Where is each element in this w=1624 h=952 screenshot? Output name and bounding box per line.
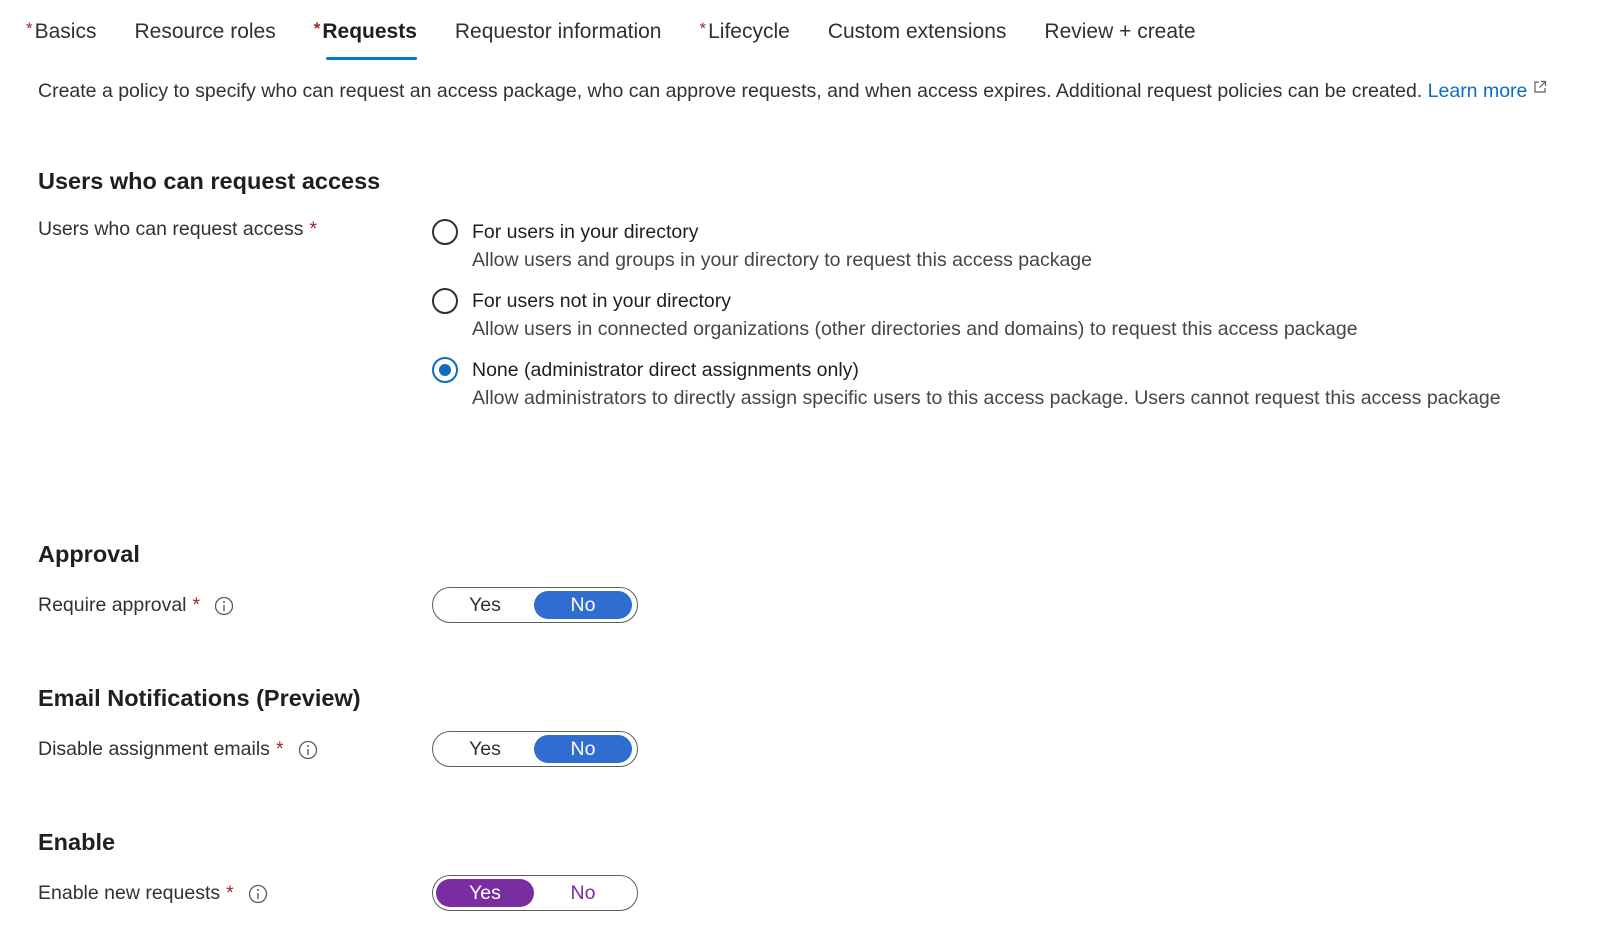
radio-description: Allow administrators to directly assign specific users to this access package. Users cannot request this access package	[472, 387, 1501, 409]
toggle-yes-option[interactable]: Yes	[469, 737, 501, 760]
tab-custom-extensions[interactable]	[828, 6, 1007, 52]
required-marker: *	[275, 738, 284, 760]
toggle-yes-option[interactable]: Yes	[469, 593, 501, 616]
radio-label: For users not in your directory	[472, 290, 732, 312]
external-link-icon	[1533, 80, 1547, 94]
radio-button-checked[interactable]	[432, 357, 458, 383]
tab-label: Resource roles	[134, 20, 276, 43]
tab-label: Requests	[322, 20, 417, 43]
toggle-no-option[interactable]: No	[570, 881, 596, 904]
radio-button[interactable]	[432, 219, 458, 245]
enable-requests-label	[38, 882, 268, 905]
disable-emails-label	[38, 738, 318, 761]
field-label-text: Disable assignment emails	[38, 738, 270, 760]
email-section-title: Email Notifications (Preview)	[38, 685, 361, 711]
users-field-label	[38, 218, 317, 241]
field-label-text: Require approval	[38, 594, 187, 616]
field-label-text: Users who can request access	[38, 218, 304, 240]
radio-description: Allow users and groups in your directory to request this access package	[472, 249, 1092, 271]
required-marker: *	[192, 594, 201, 616]
required-marker: *	[309, 218, 318, 240]
required-marker: *	[26, 19, 33, 38]
toggle-no-option-selected[interactable]: No	[534, 735, 632, 763]
policy-description	[38, 80, 1547, 103]
toggle-yes-option-selected[interactable]: Yes	[436, 879, 534, 907]
approval-section-title: Approval	[38, 541, 140, 567]
tab-label: Basics	[34, 20, 97, 43]
tab-requestor-information[interactable]	[455, 6, 662, 52]
tab-basics[interactable]	[26, 6, 96, 52]
enable-requests-toggle[interactable]	[432, 875, 638, 911]
users-section-title: Users who can request access	[38, 168, 381, 194]
require-approval-label	[38, 594, 234, 617]
info-icon[interactable]	[298, 740, 318, 760]
radio-option-none-admin[interactable]	[432, 357, 1501, 411]
tab-label: Lifecycle	[708, 20, 790, 43]
required-marker: *	[226, 882, 234, 904]
info-icon[interactable]	[214, 596, 234, 616]
radio-option-in-directory[interactable]	[432, 219, 1092, 273]
tab-label: Requestor information	[454, 20, 662, 43]
tab-resource-roles[interactable]	[134, 6, 275, 52]
enable-section-title: Enable	[38, 829, 116, 855]
required-marker: *	[313, 19, 321, 38]
radio-option-not-in-directory[interactable]	[432, 288, 1358, 342]
learn-more-label: Learn more	[1427, 80, 1528, 102]
wizard-tabs	[26, 6, 1234, 66]
radio-label: For users in your directory	[472, 221, 699, 243]
learn-more-link[interactable]	[1428, 80, 1548, 102]
required-marker: *	[699, 19, 707, 38]
tab-label: Custom extensions	[827, 20, 1007, 43]
tab-requests[interactable]	[314, 6, 417, 52]
tab-review-create[interactable]	[1044, 6, 1195, 52]
description-text: Create a policy to specify who can request an access package, who can approve requests, and when access expires. Additional request policies can be created.	[38, 80, 1423, 102]
tab-label: Review + create	[1044, 20, 1196, 43]
field-label-text: Enable new requests	[38, 882, 221, 904]
disable-emails-toggle[interactable]	[432, 731, 638, 767]
tab-lifecycle[interactable]	[699, 6, 789, 52]
require-approval-toggle[interactable]	[432, 587, 638, 623]
radio-button[interactable]	[432, 288, 458, 314]
info-icon[interactable]	[248, 884, 268, 904]
toggle-no-option-selected[interactable]: No	[534, 591, 632, 619]
radio-label: None (administrator direct assignments only)	[472, 359, 859, 381]
radio-description: Allow users in connected organizations (other directories and domains) to request this access package	[472, 318, 1358, 340]
